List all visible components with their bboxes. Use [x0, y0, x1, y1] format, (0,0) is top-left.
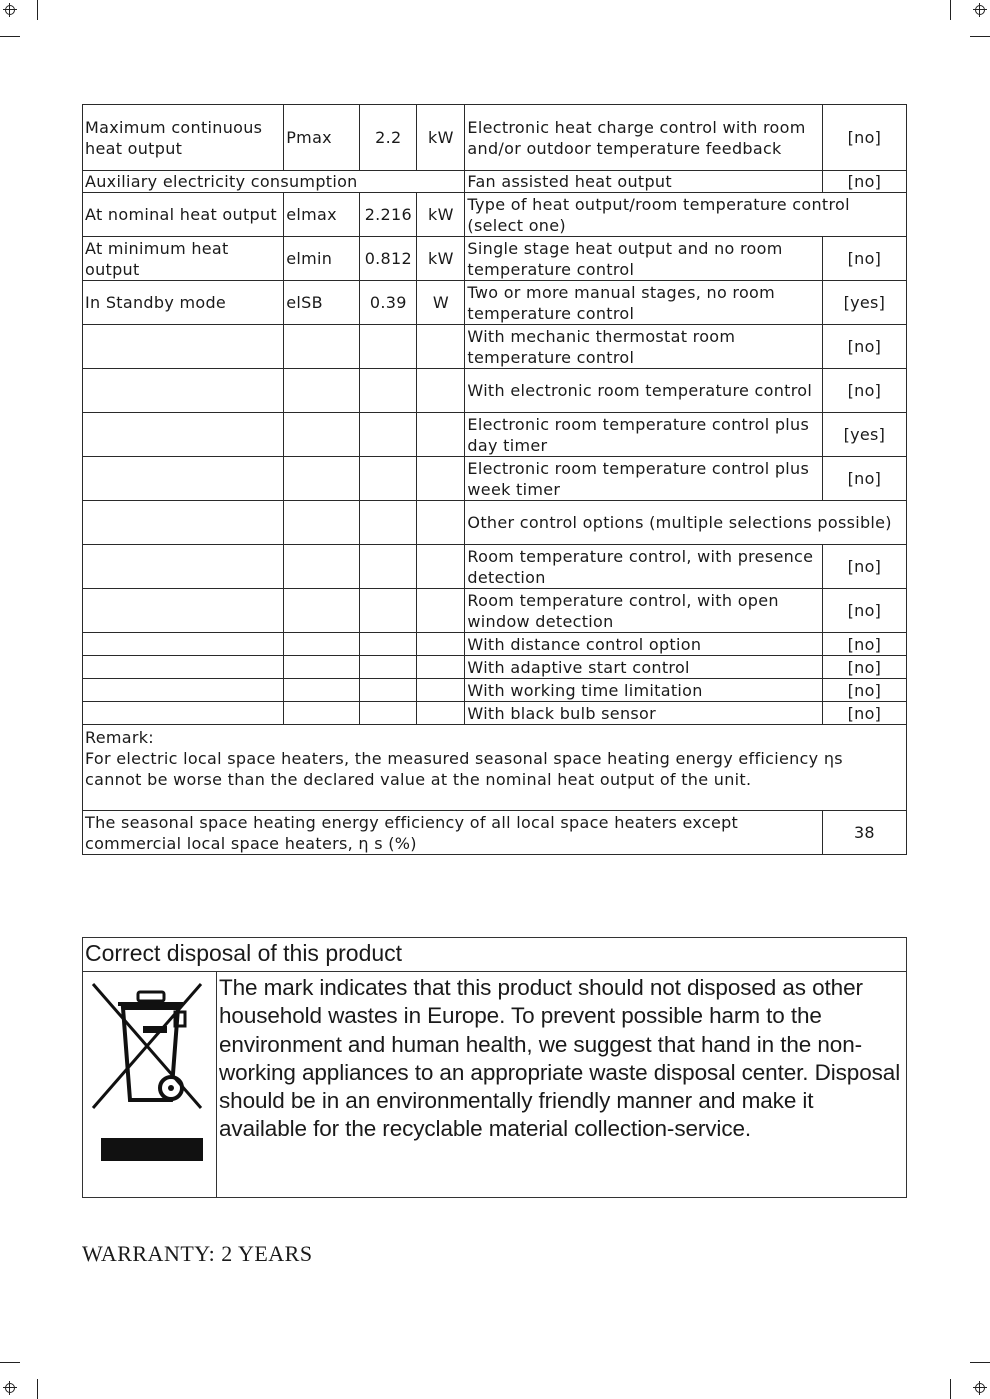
control-value: [no]: [822, 105, 906, 171]
empty-cell: [360, 679, 417, 702]
empty-cell: [284, 457, 360, 501]
control-value: [no]: [822, 545, 906, 589]
empty-cell: [83, 702, 284, 725]
empty-cell: [417, 369, 465, 413]
remark-cell: [83, 725, 907, 811]
empty-cell: [284, 325, 360, 369]
crop-mark: [970, 36, 990, 37]
param-unit: W: [417, 281, 465, 325]
table-row: [83, 702, 907, 725]
empty-cell: [360, 413, 417, 457]
crop-mark: [950, 0, 951, 20]
empty-cell: [417, 679, 465, 702]
empty-cell: [360, 702, 417, 725]
empty-cell: [83, 545, 284, 589]
table-row: [83, 105, 907, 171]
control-label: Electronic room temperature control plus day timer: [465, 413, 822, 457]
empty-cell: [284, 656, 360, 679]
empty-cell: [360, 633, 417, 656]
control-value: [no]: [822, 589, 906, 633]
empty-cell: [284, 545, 360, 589]
disposal-icon-cell: [83, 972, 217, 1197]
empty-cell: [284, 633, 360, 656]
control-value: [no]: [822, 171, 906, 193]
spec-table: [82, 104, 907, 855]
crop-mark: [37, 0, 38, 20]
empty-cell: [417, 501, 465, 545]
param-value: 0.39: [360, 281, 417, 325]
disposal-text: The mark indicates that this product should not disposed as other household wastes in Europe. To prevent possible harm to the environment and human health, we suggest that hand in the non-working appliances to an appropriate waste disposal center. Disposal should be in an environmentally friendly manner and make it available for the recyclable material collection-service.: [219, 975, 901, 1142]
warranty-text: WARRANTY: 2 YEARS: [82, 1241, 313, 1266]
control-label: With working time limitation: [465, 679, 822, 702]
empty-cell: [83, 457, 284, 501]
empty-cell: [360, 325, 417, 369]
empty-cell: [417, 545, 465, 589]
control-label: Room temperature control, with presence detection: [465, 545, 822, 589]
crop-mark: [950, 1379, 951, 1399]
disposal-box: [82, 937, 907, 1198]
empty-cell: [284, 413, 360, 457]
empty-cell: [284, 702, 360, 725]
control-label: Room temperature control, with open window detection: [465, 589, 822, 633]
empty-cell: [284, 369, 360, 413]
empty-cell: [83, 501, 284, 545]
registration-mark: [3, 1381, 17, 1395]
empty-cell: [360, 545, 417, 589]
table-row: [83, 369, 907, 413]
disposal-title: Correct disposal of this product: [83, 938, 906, 972]
empty-cell: [360, 589, 417, 633]
control-label: Electronic heat charge control with room and/or outdoor temperature feedback: [465, 105, 822, 171]
control-label: Single stage heat output and no room temperature control: [465, 237, 822, 281]
crop-mark: [0, 36, 20, 37]
control-value: [no]: [822, 656, 906, 679]
empty-cell: [417, 702, 465, 725]
empty-cell: [417, 457, 465, 501]
empty-cell: [417, 413, 465, 457]
control-value: [no]: [822, 237, 906, 281]
control-value: [yes]: [822, 413, 906, 457]
efficiency-label: The seasonal space heating energy efficiency of all local space heaters except commercial local space heaters, η s (%): [83, 811, 823, 855]
empty-cell: [83, 325, 284, 369]
efficiency-value: 38: [822, 811, 906, 855]
param-value: 0.812: [360, 237, 417, 281]
empty-cell: [284, 501, 360, 545]
param-symbol: elmin: [284, 237, 360, 281]
empty-cell: [417, 589, 465, 633]
table-row: [83, 193, 907, 237]
param-value: 2.216: [360, 193, 417, 237]
registration-mark: [3, 3, 17, 17]
table-row: [83, 413, 907, 457]
table-row: [83, 281, 907, 325]
table-row: [83, 656, 907, 679]
control-label: Two or more manual stages, no room temperature control: [465, 281, 822, 325]
table-row: [83, 325, 907, 369]
remark-text: For electric local space heaters, the measured seasonal space heating energy efficiency ηs cannot be worse than the declared value at the nominal heat output of the unit.: [85, 749, 843, 789]
empty-cell: [83, 656, 284, 679]
control-value: [no]: [822, 457, 906, 501]
control-section-heading: Other control options (multiple selections possible): [465, 501, 907, 545]
control-label: With adaptive start control: [465, 656, 822, 679]
remark-heading: Remark:: [85, 728, 154, 747]
table-row: [83, 811, 907, 855]
table-row: [83, 725, 907, 811]
param-symbol: elmax: [284, 193, 360, 237]
empty-cell: [360, 457, 417, 501]
param-label: At nominal heat output: [83, 193, 284, 237]
table-row: [83, 171, 907, 193]
control-value: [yes]: [822, 281, 906, 325]
empty-cell: [83, 369, 284, 413]
param-label: At minimum heat output: [83, 237, 284, 281]
table-row: [83, 545, 907, 589]
table-row: [83, 589, 907, 633]
crop-mark: [970, 1362, 990, 1363]
empty-cell: [83, 413, 284, 457]
control-label: With black bulb sensor: [465, 702, 822, 725]
table-row: [83, 679, 907, 702]
empty-cell: [360, 369, 417, 413]
control-value: [no]: [822, 679, 906, 702]
registration-mark: [973, 1381, 987, 1395]
control-label: Electronic room temperature control plus week timer: [465, 457, 822, 501]
crop-mark: [0, 1362, 20, 1363]
control-label: With distance control option: [465, 633, 822, 656]
empty-cell: [360, 501, 417, 545]
param-label: Maximum continuous heat output: [83, 105, 284, 171]
empty-cell: [284, 679, 360, 702]
control-value: [no]: [822, 702, 906, 725]
param-unit: kW: [417, 237, 465, 281]
table-row: [83, 457, 907, 501]
control-value: [no]: [822, 325, 906, 369]
control-label: With electronic room temperature control: [465, 369, 822, 413]
control-value: [no]: [822, 633, 906, 656]
empty-cell: [83, 589, 284, 633]
empty-cell: [417, 325, 465, 369]
auxiliary-heading: Auxiliary electricity consumption: [83, 171, 465, 193]
table-row: [83, 237, 907, 281]
control-section-heading: Type of heat output/room temperature control (select one): [465, 193, 907, 237]
empty-cell: [83, 679, 284, 702]
param-label: In Standby mode: [83, 281, 284, 325]
empty-cell: [360, 656, 417, 679]
control-label: With mechanic thermostat room temperature control: [465, 325, 822, 369]
param-symbol: Pmax: [284, 105, 360, 171]
param-unit: kW: [417, 105, 465, 171]
param-unit: kW: [417, 193, 465, 237]
registration-mark: [973, 3, 987, 17]
empty-cell: [284, 589, 360, 633]
weee-crossed-bin-icon: [83, 972, 216, 1197]
table-row: [83, 633, 907, 656]
control-label: Fan assisted heat output: [465, 171, 822, 193]
control-value: [no]: [822, 369, 906, 413]
crop-mark: [37, 1379, 38, 1399]
empty-cell: [417, 656, 465, 679]
param-value: 2.2: [360, 105, 417, 171]
param-symbol: elSB: [284, 281, 360, 325]
table-row: [83, 501, 907, 545]
empty-cell: [83, 633, 284, 656]
empty-cell: [417, 633, 465, 656]
